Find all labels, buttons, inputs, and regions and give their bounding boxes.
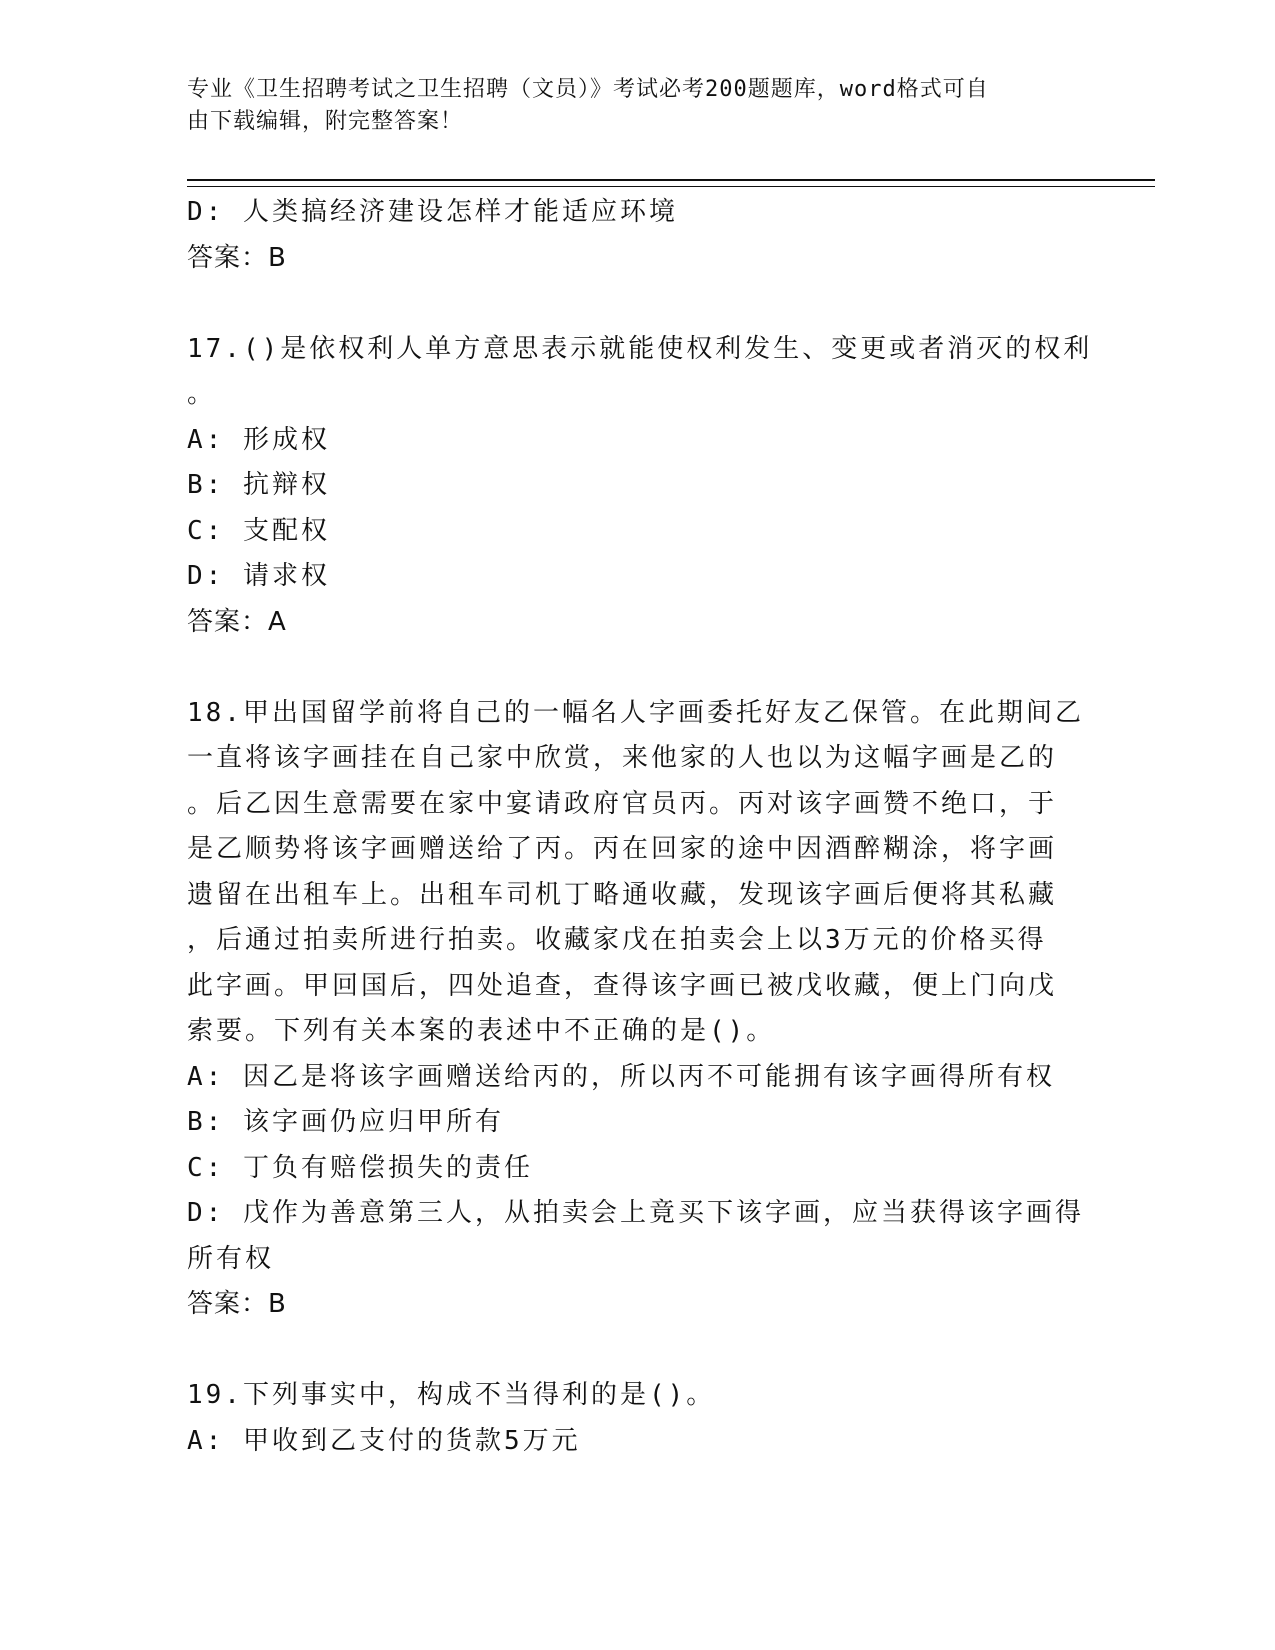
question-18-answer: 答案：B <box>187 1289 287 1319</box>
question-18-stem-line: 遗留在出租车上。出租车司机丁略通收藏，发现该字画后便将其私藏 <box>187 879 1058 910</box>
question-18-stem-line: 一直将该字画挂在自己家中欣赏，来他家的人也以为这幅字画是乙的 <box>187 743 1058 773</box>
question-17 <box>187 327 1093 646</box>
header-line-1: 专业《卫生招聘考试之卫生招聘（文员）》考试必考200题题库，word格式可自 <box>187 77 989 102</box>
question-18-option-a: A: 因乙是将该字画赠送给丙的，所以丙不可能拥有该字画得所有权 <box>187 1061 1055 1092</box>
header-divider-thick <box>187 179 1155 181</box>
question-18-stem-line: 18.甲出国留学前将自己的一幅名人字画委托好友乙保管。在此期间乙 <box>187 697 1084 728</box>
question-17-answer: 答案：A <box>187 606 287 637</box>
question-18-stem-line: 此字画。甲回国后，四处追查，查得该字画已被戊收藏，便上门向戊 <box>187 970 1058 1001</box>
question-18-option-c: C: 丁负有赔偿损失的责任 <box>187 1152 533 1183</box>
question-19 <box>187 1373 1077 1464</box>
page-header <box>187 74 1067 138</box>
question-18-stem-line: ，后通过拍卖所进行拍卖。收藏家戊在拍卖会上以3万元的价格买得 <box>187 925 1047 955</box>
question-18-option-d-continued: 所有权 <box>187 1243 275 1274</box>
question-18 <box>187 691 1084 1328</box>
header-divider-thin <box>187 186 1155 187</box>
question-18-option-b: B: 该字画仍应归甲所有 <box>187 1107 504 1137</box>
question-17-option-d: D: 请求权 <box>187 561 330 591</box>
spacer <box>187 645 1077 691</box>
prev-question-option-d: D: 人类搞经济建设怎样才能适应环境 <box>187 197 678 227</box>
prev-question-answer: 答案：B <box>187 242 287 273</box>
question-18-stem-line: 是乙顺势将该字画赠送给了丙。丙在回家的途中因酒醉糊涂，将字画 <box>187 834 1058 864</box>
question-17-option-c: C: 支配权 <box>187 515 330 546</box>
spacer <box>187 1328 1077 1374</box>
header-line-2: 由下载编辑，附完整答案！ <box>187 109 464 134</box>
question-17-option-a: A: 形成权 <box>187 424 330 455</box>
question-content <box>187 190 1093 1464</box>
question-18-stem-line: 。后乙因生意需要在家中宴请政府官员丙。丙对该字画赞不绝口，于 <box>187 788 1058 819</box>
spacer <box>187 281 1077 327</box>
question-17-stem-line: 17.()是依权利人单方意思表示就能使权利发生、变更或者消灭的权利 <box>187 333 1093 364</box>
question-17-stem-line: 。 <box>187 379 217 409</box>
question-19-stem-line: 19.下列事实中，构成不当得利的是()。 <box>187 1380 716 1410</box>
question-19-option-a: A: 甲收到乙支付的货款5万元 <box>187 1425 581 1456</box>
question-17-option-b: B: 抗辩权 <box>187 470 330 500</box>
question-18-stem-line: 索要。下列有关本案的表述中不正确的是()。 <box>187 1016 776 1046</box>
question-18-option-d: D: 戊作为善意第三人，从拍卖会上竟买下该字画，应当获得该字画得 <box>187 1198 1084 1228</box>
